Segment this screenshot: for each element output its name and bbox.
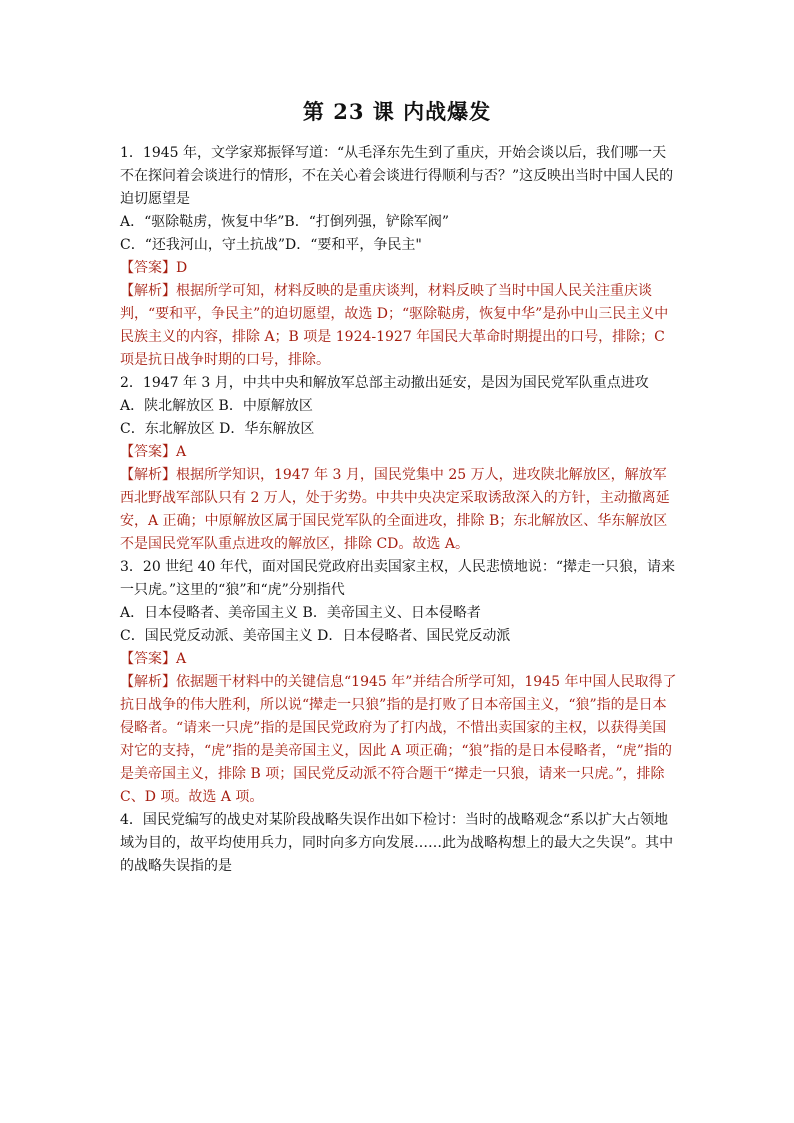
question-2 — [120, 372, 680, 556]
question-1 — [120, 142, 680, 372]
lesson-title: 第 23 课 内战爆发 — [302, 99, 492, 124]
analysis-paragraph — [120, 280, 680, 372]
answer-label: 【答案】 — [120, 651, 176, 667]
answer-value: A — [176, 444, 187, 460]
answer-value: A — [176, 651, 187, 667]
answer-line — [120, 441, 680, 464]
option-line: A．陕北解放区 B．中原解放区 — [120, 398, 313, 414]
option-line: C．东北解放区 D．华东解放区 — [120, 421, 315, 437]
analysis-text: 根据所学可知，材料反映的是重庆谈判，材料反映了当时中国人民关注重庆谈判，“要和平，争民主”的迫切愿望，故选 D；“驱除鞑虏，恢复中华”是孙中山三民主义中民族主义的内容，排除 A；B 项是 1924-1927 年国民大革命时期提出的口号，排除；C 项是抗日战争时期的口号，排除。 — [120, 283, 669, 368]
option-line: A．“驱除鞑虏，恢复中华”B．“打倒列强，铲除军阀” — [120, 214, 450, 230]
question-3 — [120, 556, 680, 809]
analysis-paragraph — [120, 671, 680, 809]
question-stem: 4．国民党编写的战史对某阶段战略失误作出如下检讨：当时的战略观念“系以扩大占领地域为目的，故平均使用兵力，同时向多方向发展……此为战略构想上的最大之失误”。其中的战略失误指的是 — [120, 812, 674, 874]
analysis-label: 【解析】 — [120, 674, 176, 690]
question-4 — [120, 809, 680, 878]
question-stem: 2．1947 年 3 月，中共中央和解放军总部主动撤出延安，是因为国民党军队重点进攻 — [120, 375, 649, 391]
analysis-label: 【解析】 — [120, 467, 176, 483]
answer-label: 【答案】 — [120, 260, 176, 276]
analysis-text: 根据所学知识，1947 年 3 月，国民党集中 25 万人，进攻陕北解放区，解放军西北野战军部队只有 2 万人，处于劣势。中共中央决定采取诱敌深入的方针，主动撤离延安，A 正确；中原解放区属于国民党军队的全面进攻，排除 B；东北解放区、华东解放区不是国民党军队重点进攻的解放区，排除 CD。故选 A。 — [120, 467, 670, 552]
analysis-text: 依据题干材料中的关键信息“1945 年”并结合所学可知，1945 年中国人民取得了抗日战争的伟大胜利，所以说“撵走一只狼”指的是打败了日本帝国主义，“狼”指的是日本侵略者。“请来一只虎”指的是国民党政府为了打内战，不惜出卖国家的主权，以获得美国对它的支持，“虎”指的是美帝国主义，因此 A 项正确；“狼”指的是日本侵略者，“虎”指的是美帝国主义，排除 B 项；国民党反动派不符合题干“撵走一只狼，请来一只虎。”，排除 C、D 项。故选 A 项。 — [120, 674, 677, 805]
analysis-paragraph — [120, 464, 680, 556]
answer-value: D — [176, 260, 188, 276]
answer-line — [120, 648, 680, 671]
answer-label: 【答案】 — [120, 444, 176, 460]
question-stem: 3．20 世纪 40 年代，面对国民党政府出卖国家主权，人民悲愤地说：“撵走一只狼，请来一只虎。”这里的“狼”和“虎”分别指代 — [120, 559, 676, 598]
question-stem: 1．1945 年，文学家郑振铎写道：“从毛泽东先生到了重庆，开始会谈以后，我们哪一天不在探问着会谈进行的情形，不在关心着会谈进行得顺利与否？”这反映出当时中国人民的迫切愿望是 — [120, 145, 674, 207]
option-line: C．“还我河山，守土抗战”D．“要和平，争民主" — [120, 237, 422, 253]
question-list — [120, 142, 680, 878]
answer-line — [120, 257, 680, 280]
option-line: A．日本侵略者、美帝国主义 B．美帝国主义、日本侵略者 — [120, 605, 481, 621]
analysis-label: 【解析】 — [120, 283, 176, 299]
option-line: C．国民党反动派、美帝国主义 D．日本侵略者、国民党反动派 — [120, 628, 511, 644]
